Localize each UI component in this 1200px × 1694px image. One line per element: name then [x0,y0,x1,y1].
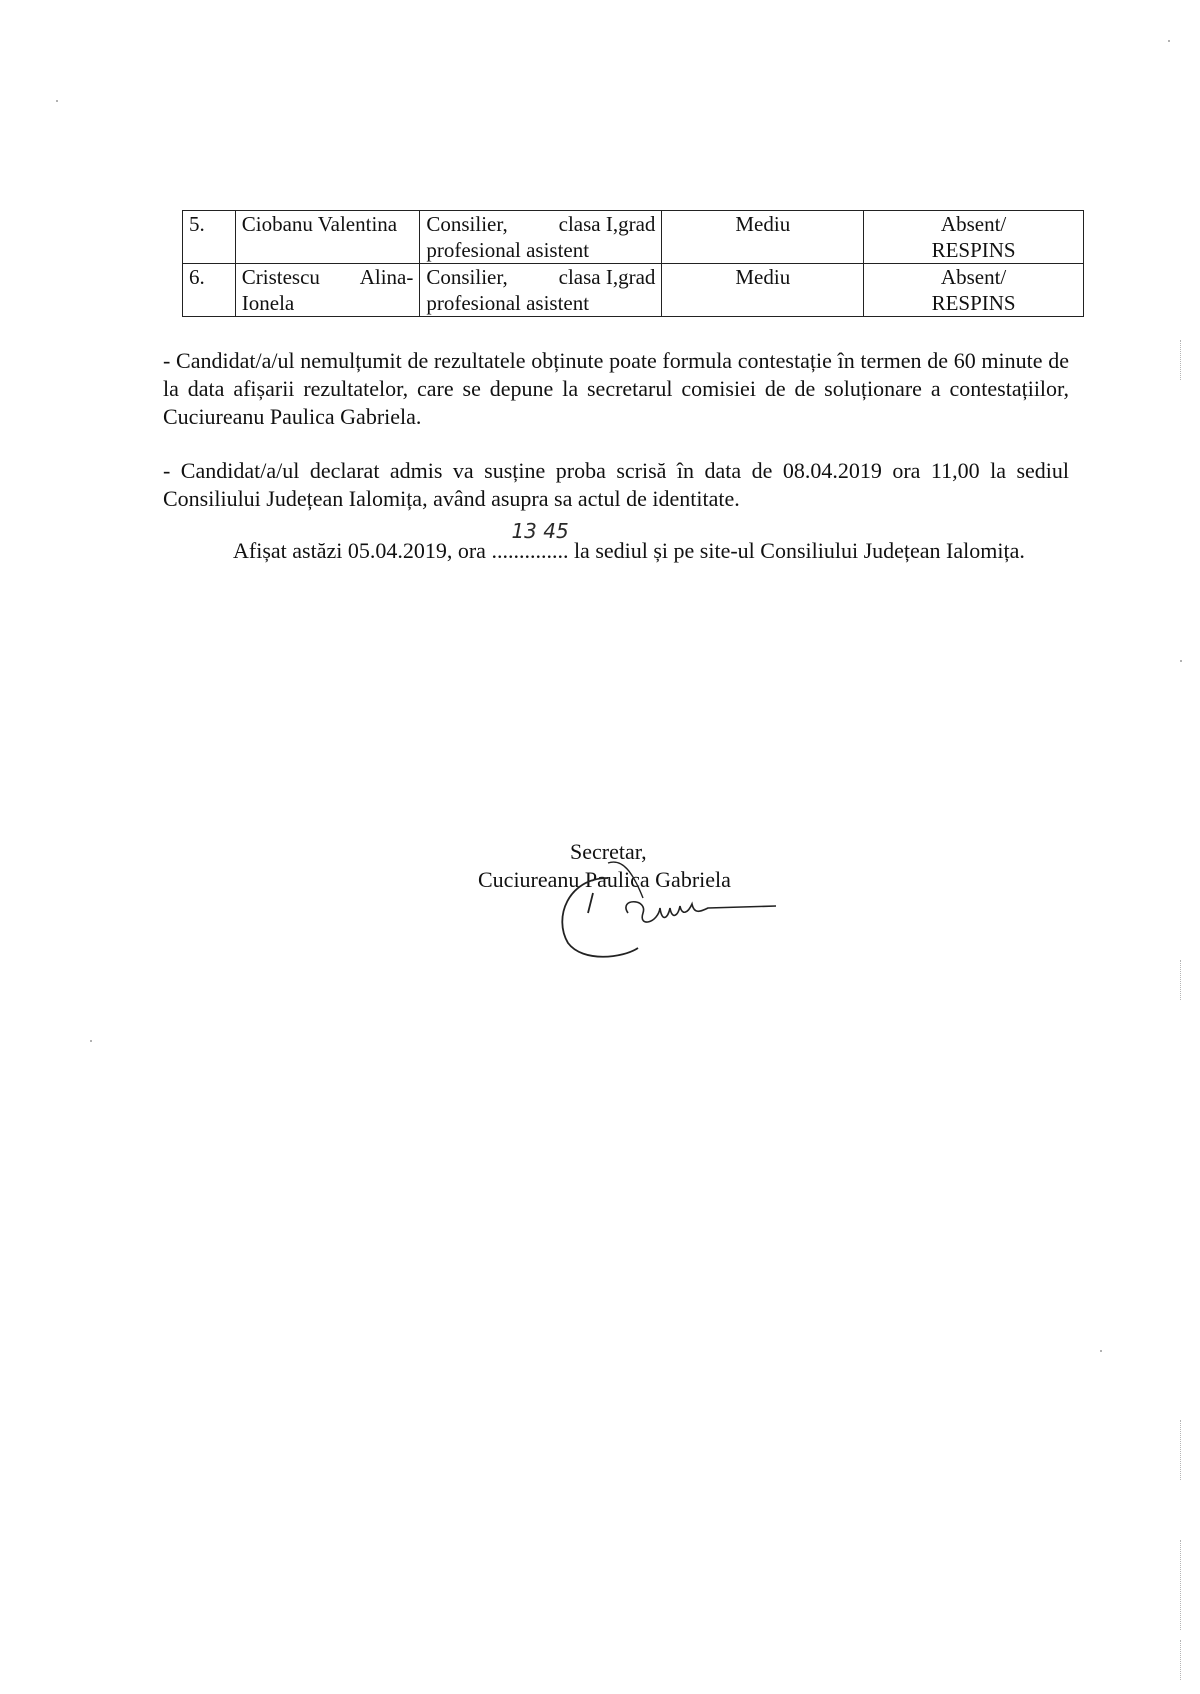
posted-time-dots: .............. [491,538,569,563]
handwritten-signature [548,858,778,968]
candidate-name [235,211,420,264]
post-line-1b: clasa I,grad [558,265,656,289]
result-line-2: RESPINS [931,238,1016,262]
scan-edge-mark [1180,340,1182,380]
post-line-2: profesional asistent [426,238,590,262]
candidate-name-line-2: Ionela [241,291,295,315]
written-exam-paragraph: - Candidat/a/ul declarat admis va susține proba scrisă în data de 08.04.2019 ora 11,00 la sediul Consiliului Județean Ialomița, având asupra sa actul de identitate. [163,458,1069,511]
candidate-surname: Cristescu [241,265,320,289]
scan-edge-mark [1180,1640,1182,1680]
scan-speck [1180,660,1182,662]
row-number: 5. [183,211,236,264]
candidate-name [235,264,420,317]
candidate-name-line-1 [242,264,414,290]
posted-time-field [491,519,569,565]
handwritten-time: 13 45 [511,519,569,543]
result-line-2: RESPINS [931,291,1016,315]
post-line-2: profesional asistent [426,291,590,315]
post-line-1a: Consilier, [426,212,508,236]
result [864,211,1084,264]
scan-edge-mark [1180,960,1182,1000]
result-line-1: Absent/ [940,265,1007,289]
post-line-1a: Consilier, [426,265,508,289]
study-level: Mediu [662,264,864,317]
signatory-name: Cuciureanu Paulica Gabriela [478,867,731,892]
posted-location-text: la sediul și pe site-ul Consiliului Județean Ialomița. [568,538,1025,563]
candidate-post [420,211,662,264]
table-row [183,264,1084,317]
signatory-title: Secretar, [570,839,647,864]
candidate-name-text: Ciobanu Valentina [241,212,398,236]
scan-speck [1100,1350,1102,1352]
results-table [182,210,1084,317]
result [864,264,1084,317]
study-level: Mediu [662,211,864,264]
candidate-post [420,264,662,317]
scan-speck [1168,40,1170,42]
row-number: 6. [183,264,236,317]
candidate-given-name: Alina- [359,265,414,289]
scan-edge-mark [1180,1420,1182,1480]
contestation-paragraph: - Candidat/a/ul nemulțumit de rezultatele obținute poate formula contestație în termen de 60 minute de la data afișarii rezultatelor, care se depune la secretarul comisiei de de soluționare a contestațiilor, Cuciureanu Paulica Gabriela. [163,348,1069,429]
posted-date-text: Afișat astăzi 05.04.2019, ora [233,538,492,563]
scan-speck [90,1040,92,1042]
result-line-1: Absent/ [940,212,1007,236]
table-row [183,211,1084,264]
posted-notice-paragraph [163,519,1069,565]
post-line-1b: clasa I,grad [558,212,656,236]
post-line-1 [426,264,655,290]
post-line-1 [426,211,655,237]
scan-speck [56,100,58,102]
scan-edge-mark [1180,1540,1182,1630]
